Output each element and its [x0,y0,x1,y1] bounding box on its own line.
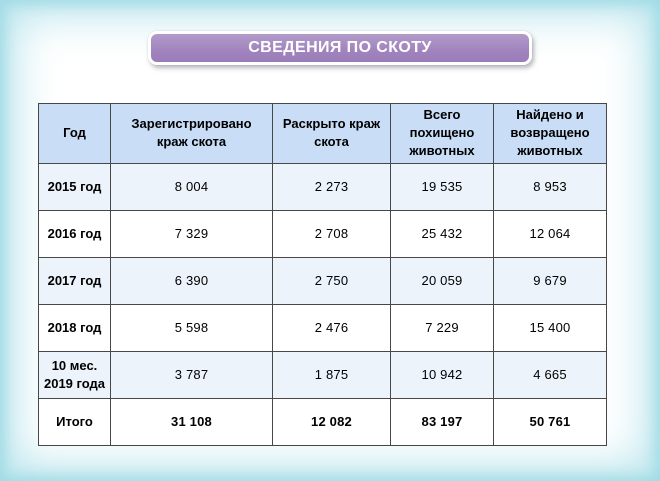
year-cell: 2015 год [39,163,111,210]
table-body [39,163,607,445]
stolen-cell: 7 229 [391,304,494,351]
stolen-total-cell: 83 197 [391,398,494,445]
table-row-2019-10mo [39,351,607,398]
returned-total-cell: 50 761 [494,398,607,445]
col-header-registered-thefts: Зарегистрировано краж скота [111,104,273,164]
table-row-total [39,398,607,445]
total-label-cell: Итого [39,398,111,445]
registered-cell: 6 390 [111,257,273,304]
registered-cell: 5 598 [111,304,273,351]
stolen-cell: 19 535 [391,163,494,210]
livestock-statistics-table [38,103,607,446]
registered-cell: 8 004 [111,163,273,210]
table-row-2018 [39,304,607,351]
year-cell: 2017 год [39,257,111,304]
returned-cell: 12 064 [494,210,607,257]
solved-total-cell: 12 082 [273,398,391,445]
registered-cell: 7 329 [111,210,273,257]
solved-cell: 1 875 [273,351,391,398]
returned-cell: 15 400 [494,304,607,351]
table-row-2015 [39,163,607,210]
registered-total-cell: 31 108 [111,398,273,445]
header-row [39,104,607,164]
col-header-total-stolen: Всего похищено животных [391,104,494,164]
table-header [39,104,607,164]
table-row-2017 [39,257,607,304]
title-banner [148,31,532,65]
stolen-cell: 10 942 [391,351,494,398]
solved-cell: 2 273 [273,163,391,210]
stolen-cell: 25 432 [391,210,494,257]
returned-cell: 9 679 [494,257,607,304]
returned-cell: 4 665 [494,351,607,398]
returned-cell: 8 953 [494,163,607,210]
col-header-found-returned: Найдено и возвращено животных [494,104,607,164]
col-header-year: Год [39,104,111,164]
registered-cell: 3 787 [111,351,273,398]
solved-cell: 2 476 [273,304,391,351]
table-row-2016 [39,210,607,257]
stolen-cell: 20 059 [391,257,494,304]
year-cell: 2016 год [39,210,111,257]
solved-cell: 2 708 [273,210,391,257]
col-header-solved-thefts: Раскрыто краж скота [273,104,391,164]
solved-cell: 2 750 [273,257,391,304]
page-title: СВЕДЕНИЯ ПО СКОТУ [248,39,432,56]
year-cell: 10 мес. 2019 года [39,351,111,398]
year-cell: 2018 год [39,304,111,351]
